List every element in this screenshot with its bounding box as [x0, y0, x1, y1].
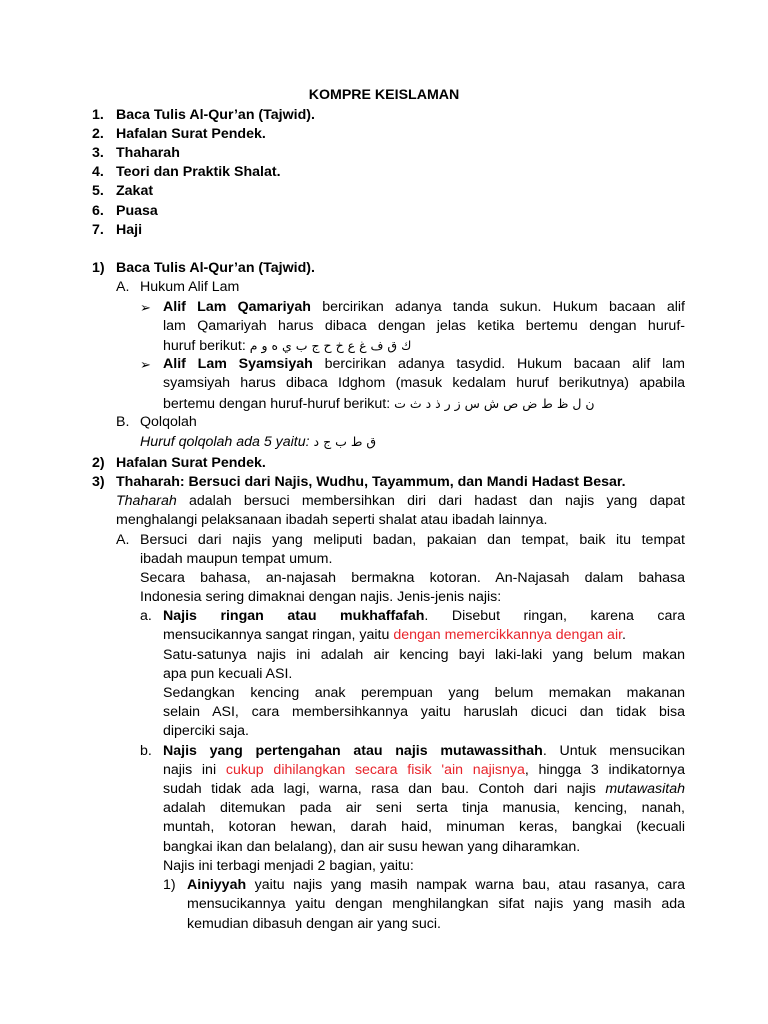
term: Najis ringan atau mukhaffafah [163, 608, 425, 624]
toc-item: Zakat [116, 183, 154, 199]
paragraph-line [163, 394, 595, 414]
italic-term: mutawasitah [605, 781, 685, 797]
subsection-letter: A. [116, 532, 130, 548]
text: huruf berikut: [163, 338, 246, 354]
highlight-text: cukup dihilangkan secara fisik 'ain najisnya [225, 762, 525, 778]
paragraph-line [163, 742, 685, 761]
toc-item: Thaharah [116, 145, 180, 161]
text: adalah bersuci membersihkan diri dari hadast dan najis yang dapat [189, 493, 685, 509]
paragraph-line: muntah, kotoran hewan, darah haid, minuman keras, bangkai (kecuali [163, 819, 685, 835]
toc-item: Puasa [116, 203, 158, 219]
section-heading: Hafalan Surat Pendek. [116, 455, 266, 471]
text: . [622, 627, 626, 643]
paragraph-line [163, 761, 685, 780]
paragraph-line [187, 876, 685, 895]
paragraph-line: Indonesia sering dimaknai dengan najis. Jenis-jenis najis: [140, 589, 502, 605]
paragraph-line: selain ASI, cara membersihkannya yaitu haruslah dicuci dan tidak bisa [163, 704, 685, 720]
paragraph-line: diperciki saja. [163, 723, 249, 739]
paragraph-line: bangkai ikan dan belalang), dan air susu hewan yang diharamkan. [163, 839, 581, 855]
toc-item: Hafalan Surat Pendek. [116, 126, 266, 142]
toc-item: Haji [116, 222, 143, 238]
text: yaitu najis yang masih nampak warna bau, atau rasanya, cara [254, 877, 685, 893]
paragraph-line: syamsiyah harus dibaca Idghom (masuk kedalam huruf berikutnya) apabila [163, 375, 685, 391]
text: mensucikannya sangat ringan, yaitu [163, 627, 390, 643]
paragraph-line: apa pun kecuali ASI. [163, 666, 293, 682]
toc-number: 1. [92, 107, 104, 123]
text: bercirikan adanya tasydid. Hukum bacaan alif lam [324, 356, 685, 372]
paragraph-line [163, 626, 626, 645]
term: Alif Lam Syamsiyah [163, 356, 313, 372]
paragraph-line: ibadah maupun tempat umum. [140, 551, 333, 567]
paragraph-line [163, 607, 685, 626]
paragraph-line: Satu-satunya najis ini adalah air kencing bayi laki-laki yang belum makan [163, 647, 685, 663]
toc-item: Baca Tulis Al-Qur’an (Tajwid). [116, 107, 315, 123]
paragraph-line: lam Qamariyah harus dibaca dengan jelas ketika bertemu dengan huruf- [163, 318, 685, 334]
term: Najis yang pertengahan atau najis mutawassithah [163, 743, 543, 759]
toc-number: 3. [92, 145, 104, 161]
paragraph-line: Sedangkan kencing anak perempuan yang belum memakan makanan [163, 685, 685, 701]
toc-number: 6. [92, 203, 104, 219]
section-number: 1) [92, 260, 105, 276]
paragraph-line: menghalangi pelaksanaan ibadah seperti shalat atau ibadah lainnya. [116, 512, 548, 528]
text: sudah tidak ada lagi, warna, rasa dan bau. Contoh dari najis [163, 781, 596, 797]
paragraph-line [163, 780, 685, 799]
paragraph-line: adalah ditemukan pada air seni serta tinja manusia, kencing, nanah, [163, 800, 685, 816]
arabic-letters: ق ط ب ج د [313, 434, 377, 449]
subsection-letter: A. [116, 279, 130, 295]
toc-number: 7. [92, 222, 104, 238]
text: bertemu dengan huruf-huruf berikut: [163, 396, 391, 412]
subsection-heading: Hukum Alif Lam [140, 279, 240, 295]
paragraph-line [163, 298, 685, 317]
text: Huruf qolqolah ada 5 yaitu: [140, 434, 310, 450]
item-letter: a. [140, 608, 152, 624]
term: Alif Lam Qamariyah [163, 299, 311, 315]
arabic-letters: ك ق ف غ ع خ ح ج ب ي ه و م [249, 338, 412, 353]
section-number: 3) [92, 474, 105, 490]
arabic-letters: ن ل ظ ط ض ص ش س ز ر ذ د ث ت [394, 396, 595, 411]
paragraph-line [116, 492, 685, 511]
section-heading: Baca Tulis Al-Qur’an (Tajwid). [116, 260, 315, 276]
subsection-letter: B. [116, 414, 130, 430]
text: , hingga 3 indikatornya [524, 762, 685, 778]
toc-number: 2. [92, 126, 104, 142]
paragraph-line: Secara bahasa, an-najasah bermakna kotoran. An-Najasah dalam bahasa [140, 570, 685, 586]
toc-number: 5. [92, 183, 104, 199]
arrow-bullet-icon: ➢ [140, 357, 151, 372]
page-title: KOMPRE KEISLAMAN [308, 87, 460, 103]
highlight-text: dengan memercikkannya dengan air [393, 627, 623, 643]
text: bercirikan adanya tanda sukun. Hukum bacaan alif [322, 299, 685, 315]
item-letter: b. [140, 743, 152, 759]
item-number: 1) [163, 877, 176, 893]
paragraph-line: kemudian dibasuh dengan air yang suci. [187, 916, 441, 932]
text: . Disebut ringan, karena cara [424, 608, 685, 624]
paragraph-line: Najis ini terbagi menjadi 2 bagian, yaitu: [163, 858, 414, 874]
arrow-bullet-icon: ➢ [140, 300, 151, 315]
paragraph-line: mensucikannya yaitu dengan menghilangkan sifat najis yang masih ada [187, 896, 685, 912]
toc-number: 4. [92, 164, 104, 180]
paragraph-line [140, 432, 376, 452]
term: Thaharah [116, 493, 177, 509]
paragraph-line: Bersuci dari najis yang meliputi badan, pakaian dan tempat, baik itu tempat [140, 532, 685, 548]
subsection-heading: Qolqolah [140, 414, 197, 430]
section-heading: Thaharah: Bersuci dari Najis, Wudhu, Tayammum, dan Mandi Hadast Besar. [116, 474, 626, 490]
text: . Untuk mensucikan [542, 743, 685, 759]
section-number: 2) [92, 455, 105, 471]
term: Ainiyyah [187, 877, 247, 893]
paragraph-line [163, 336, 411, 356]
toc-item: Teori dan Praktik Shalat. [116, 164, 281, 180]
text: najis ini [163, 762, 217, 778]
paragraph-line [163, 355, 685, 374]
